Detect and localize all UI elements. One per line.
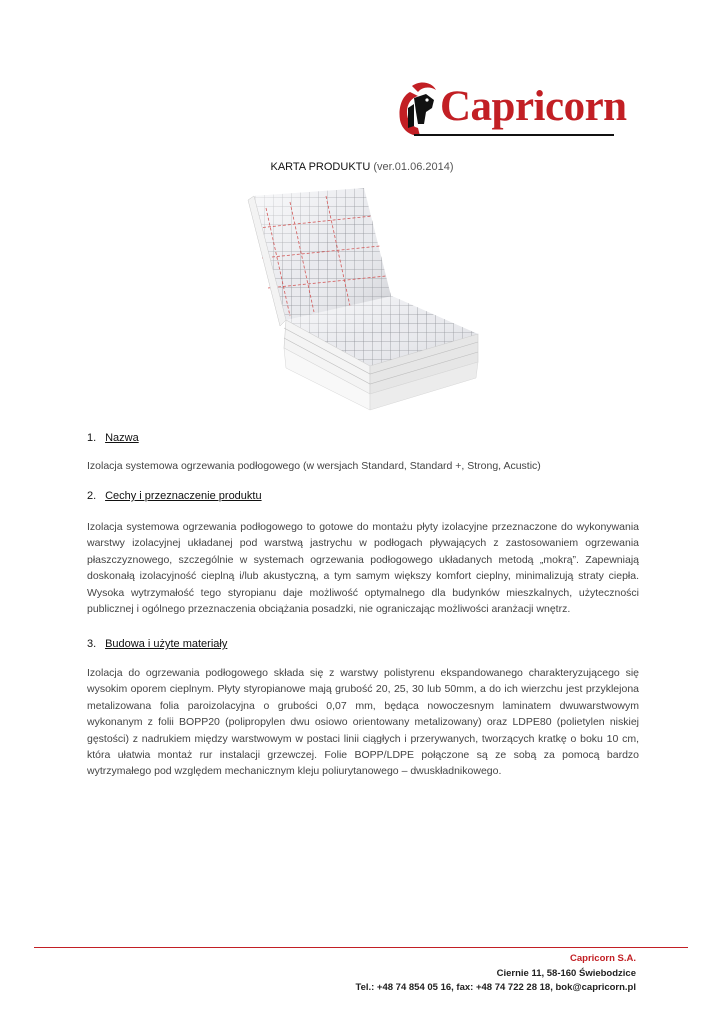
brand-name: Capricorn: [440, 83, 627, 130]
logo-underline: [414, 134, 614, 136]
brand-logo: [396, 78, 627, 142]
footer-address: Ciernie 11, 58-160 Świebodzice: [496, 968, 636, 979]
document-title-text: KARTA PRODUKTU: [270, 161, 371, 173]
footer-contact: Tel.: +48 74 854 05 16, fax: +48 74 722 28 18, bok@capricorn.pl: [355, 982, 636, 993]
document-title: [0, 161, 724, 173]
section-number: 3.: [87, 638, 97, 650]
section-heading-nazwa: [87, 432, 139, 444]
capricorn-goat-logo-icon: [396, 78, 446, 142]
section-number: 2.: [87, 490, 97, 502]
section-heading-cechy: [87, 490, 262, 502]
insulation-panels-photo-icon: [246, 188, 486, 420]
section-body-budowa: Izolacja do ogrzewania podłogowego składa się z warstwy polistyrenu ekspandowanego charakteryzującego się wysokim oporem cieplnym. Płyty styropianowe mają grubość 20, 25, 30 lub 50mm, a do ich wierzchu jest przyklejona metalizowana folia paroizolacyjna o grubości 0,07 mm, będąca nowoczesnym laminatem dwuwarstwowym wykonanym z folii BOPP20 (polipropylen dwu osiowo orientowany metalizowany) oraz LDPE80 (polietylen niskiej gęstości) z nadrukiem między warstwowym w postaci linii ciągłych i przerywanych, tworzących kratkę o boku 10 cm, która ułatwia montaż rur instalacji grzewczej. Folie BOPP/LDPE połączone są ze sobą za pomocą bardzo wytrzymałego pod względem mechanicznym kleju poliurytanowego – dwuskładnikowego.: [87, 667, 639, 778]
document-version: (ver.01.06.2014): [373, 161, 454, 173]
section-heading-text: Budowa i użyte materiały: [105, 638, 228, 650]
section-body-nazwa: Izolacja systemowa ogrzewania podłogowego (w wersjach Standard, Standard +, Strong, Acustic): [87, 460, 541, 472]
section-heading-text: Cechy i przeznaczenie produktu: [105, 490, 262, 502]
footer-company: Capricorn S.A.: [570, 953, 636, 964]
footer-divider: [34, 947, 688, 948]
section-body-cechy: Izolacja systemowa ogrzewania podłogowego to gotowe do montażu płyty izolacyjne przeznaczone do wykonywania warstwy izolacyjnej układanej pod warstwą jastrychu w podłogach pływających z zastosowaniem ogrzewania płaszczyznowego, szczególnie w systemach ogrzewania podłogowego układanych metodą „mokrą”. Zapewniają doskonałą izolacyjność cieplną i/lub akustyczną, a tym samym większy komfort cieplny, minimalizują straty ciepła. Wysoka wytrzymałość tego styropianu daje możliwość optymalnego dla budynków mieszkalnych, użyteczności publicznej i ogólnego przeznaczenia obciążania posadzki, nie ograniczając możliwości aranżacji wnętrz.: [87, 521, 639, 616]
section-heading-text: Nazwa: [105, 432, 139, 444]
section-heading-budowa: [87, 638, 227, 650]
section-number: 1.: [87, 432, 97, 444]
